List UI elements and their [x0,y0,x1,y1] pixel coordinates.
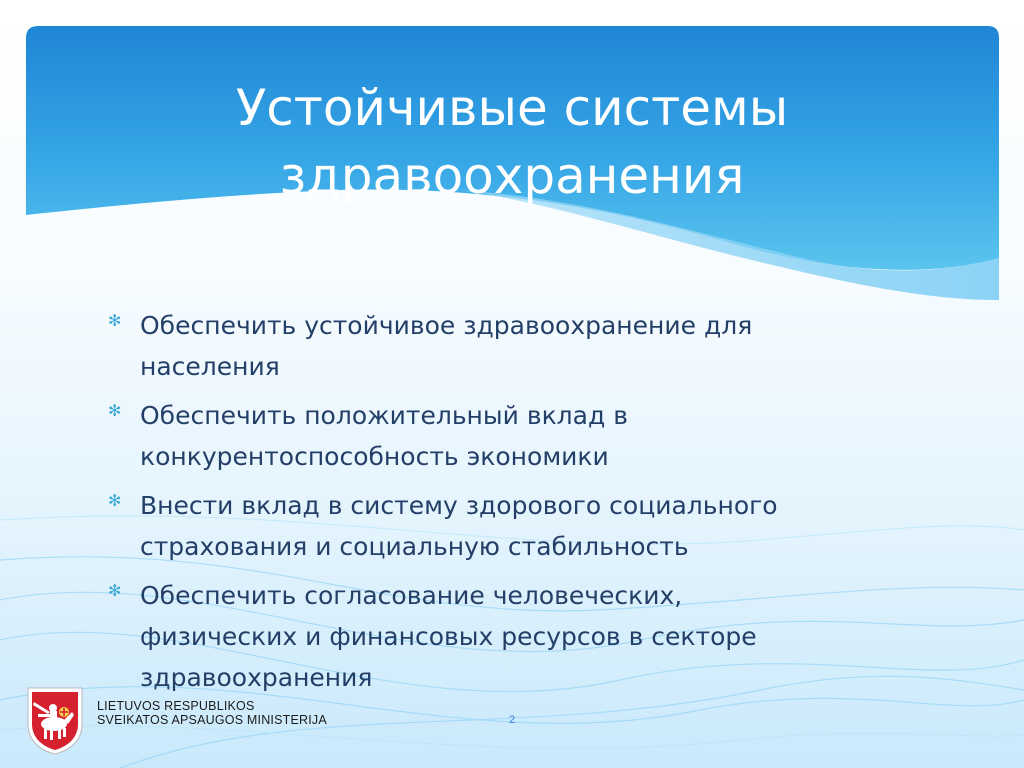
bullet-line: населения [140,352,280,381]
asterisk-bullet-icon: ✻ [108,491,122,510]
bullet-line: Обеспечить согласование человеческих, [140,581,683,610]
bullet-line: Внести вклад в систему здорового социального [140,491,778,520]
bullet-line: Обеспечить устойчивое здравоохранение для [140,311,753,340]
bullet-list [106,305,906,706]
page-number: 2 [508,714,516,726]
asterisk-bullet-icon: ✻ [108,581,122,600]
bullet-line: конкурентоспособность экономики [140,442,609,471]
asterisk-bullet-icon: ✻ [108,311,122,330]
slide-title [60,74,964,210]
bullet-line: физических и финансовых ресурсов в секторе [140,622,757,651]
bullet-line: Обеспечить положительный вклад в [140,401,628,430]
bullet-item [106,305,906,387]
coat-of-arms-logo [24,684,86,756]
bullet-item [106,395,906,477]
bullet-line: страхования и социальную стабильность [140,532,689,561]
bullet-text [140,485,906,567]
bullet-text [140,305,906,387]
bullet-text [140,575,906,698]
asterisk-bullet-icon: ✻ [108,401,122,420]
slide-title-line: здравоохранения [279,146,745,205]
slide-title-line: Устойчивые системы [235,78,789,137]
ministry-name-line: SVEIKATOS APSAUGOS MINISTERIJA [97,713,327,727]
ministry-name-line: LIETUVOS RESPUBLIKOS [97,699,255,713]
bullet-item [106,485,906,567]
ministry-name [97,699,327,727]
bullet-item [106,575,906,698]
bullet-text [140,395,906,477]
bullet-line: здравоохранения [140,663,373,692]
